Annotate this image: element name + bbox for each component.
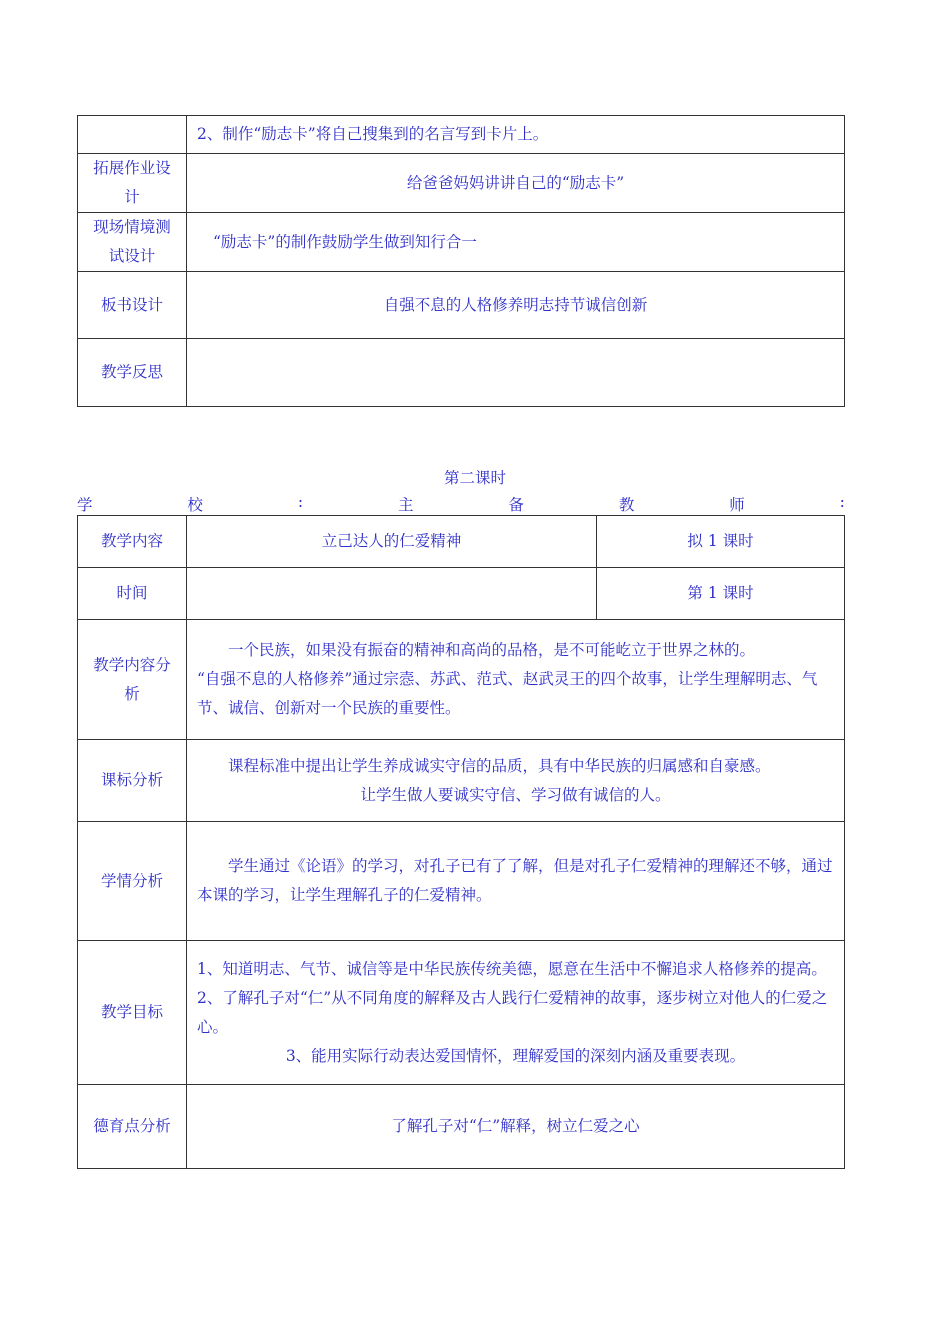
row-label: 时间 — [78, 568, 187, 620]
row-label: 拓展作业设计 — [78, 154, 187, 213]
table-row — [78, 568, 845, 620]
info-char: 教 — [618, 496, 635, 514]
paragraph: 一个民族，如果没有振奋的精神和高尚的品格，是不可能屹立于世界之林的。 — [228, 641, 756, 659]
info-char: 校 — [187, 496, 203, 514]
row-label: 教学内容分析 — [78, 620, 187, 740]
row-label: 教学内容 — [78, 516, 187, 568]
extension-homework-cell: 给爸爸妈妈讲讲自己的“励志卡” — [187, 154, 845, 213]
reflection-cell — [187, 339, 845, 407]
lesson-number-cell: 第 1 课时 — [597, 568, 845, 620]
info-char: : — [297, 493, 304, 511]
lesson-plan-table-2 — [77, 515, 845, 1169]
info-char: 师 — [729, 496, 745, 514]
row-label: 德育点分析 — [78, 1085, 187, 1169]
table-row — [78, 1085, 845, 1169]
scenario-test-cell: “励志卡”的制作鼓励学生做到知行合一 — [187, 213, 845, 272]
paragraph: “自强不息的人格修养”通过宗悫、苏武、范式、赵武灵王的四个故事，让学生理解明志、气节、诚信、创新对一个民族的重要性。 — [197, 670, 818, 717]
row-label: 学情分析 — [78, 822, 187, 941]
table-row — [78, 116, 845, 154]
goal-item: 2、了解孔子对“仁”从不同角度的解释及古人践行仁爱精神的故事，逐步树立对他人的仁爱之心。 — [197, 988, 828, 1036]
teaching-goals-cell — [187, 941, 845, 1085]
table-row — [78, 941, 845, 1085]
paragraph: 课程标准中提出让学生养成诚实守信的品质，具有中华民族的归属感和自豪感。 — [228, 756, 771, 775]
table-row — [78, 822, 845, 941]
row-label: 课标分析 — [78, 740, 187, 822]
row-label: 教学反思 — [78, 339, 187, 407]
moral-education-cell: 了解孔子对“仁”解释，树立仁爱之心 — [187, 1085, 845, 1169]
lesson-plan-table-1 — [77, 115, 845, 407]
table-row — [78, 516, 845, 568]
row-label: 现场情境测试设计 — [78, 213, 187, 272]
paragraph: 学生通过《论语》的学习，对孔子已有了了解，但是对孔子仁爱精神的理解还不够，通过本课的学习，让学生理解孔子的仁爱精神。 — [197, 857, 833, 904]
table-row — [78, 154, 845, 213]
table-row — [78, 740, 845, 822]
lesson-topic-cell: 立己达人的仁爱精神 — [187, 516, 597, 568]
goal-item: 3、能用实际行动表达爱国情怀，理解爱国的深刻内涵及重要表现。 — [285, 1046, 746, 1065]
table-row — [78, 620, 845, 740]
info-char: 学 — [77, 496, 93, 514]
school-teacher-line — [77, 493, 845, 515]
info-char: 主 — [397, 496, 414, 514]
board-design-cell: 自强不息的人格修养明志持节诚信创新 — [187, 272, 845, 339]
row-label — [78, 116, 187, 154]
time-cell — [187, 568, 597, 620]
info-char: : — [839, 493, 845, 511]
content-analysis-cell — [187, 620, 845, 740]
table-row — [78, 272, 845, 339]
table-row — [78, 339, 845, 407]
table-row — [78, 213, 845, 272]
row-label: 板书设计 — [78, 272, 187, 339]
planned-hours-cell: 拟 1 课时 — [597, 516, 845, 568]
section-title: 第二课时 — [443, 469, 506, 487]
row-label: 教学目标 — [78, 941, 187, 1085]
homework-step-cell: 2、制作“励志卡”将自己搜集到的名言写到卡片上。 — [187, 116, 845, 154]
paragraph: 让学生做人要诚实守信、学习做有诚信的人。 — [360, 785, 671, 804]
goal-item: 1、知道明志、气节、诚信等是中华民族传统美德，愿意在生活中不懈追求人格修养的提高。 — [197, 959, 827, 978]
student-analysis-cell — [187, 822, 845, 941]
info-char: 备 — [508, 496, 524, 514]
curriculum-analysis-cell — [187, 740, 845, 822]
